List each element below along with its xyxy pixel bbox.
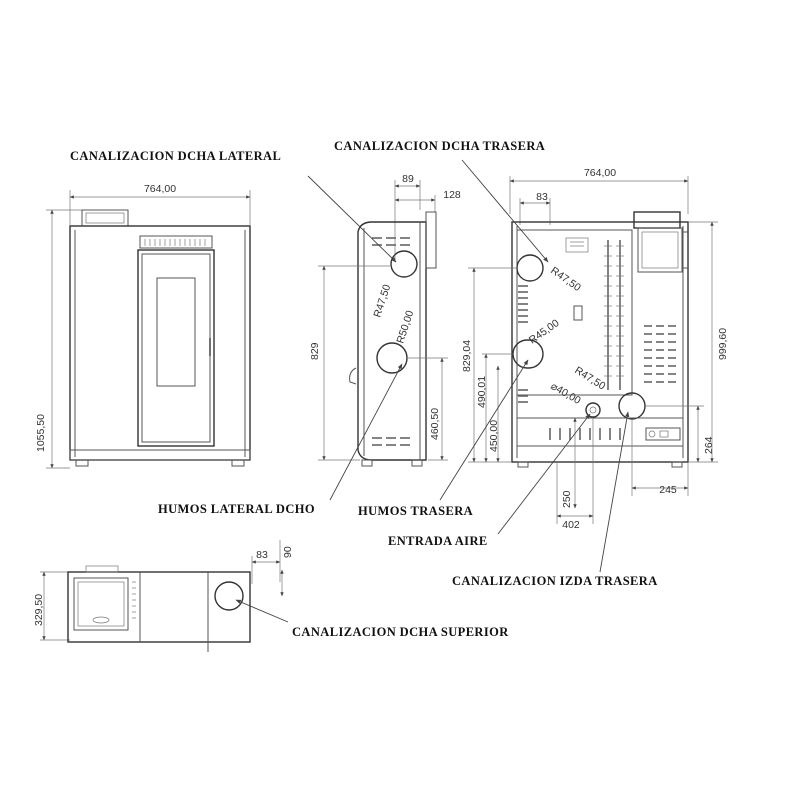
label-canalizacion-dcha-lateral: CANALIZACION DCHA LATERAL xyxy=(70,149,282,163)
side-dim-89: 89 xyxy=(402,173,414,185)
rear-dim-450: 450,00 xyxy=(488,419,500,452)
rear-dim-83: 83 xyxy=(536,191,548,203)
side-dim-128: 128 xyxy=(443,189,461,201)
rear-radius-flue: R45,00 xyxy=(526,317,562,347)
label-entrada-aire: ENTRADA AIRE xyxy=(388,534,488,548)
top-dim-83: 83 xyxy=(256,549,268,561)
top-dim-90: 90 xyxy=(282,546,294,558)
side-height-dim: 829 xyxy=(309,342,321,360)
label-canalizacion-dcha-trasera: CANALIZACION DCHA TRASERA xyxy=(334,139,546,153)
rear-dim-245: 245 xyxy=(659,484,677,496)
front-width-dim: 764,00 xyxy=(143,183,177,195)
label-canalizacion-dcha-superior: CANALIZACION DCHA SUPERIOR xyxy=(292,625,509,639)
top-dim-depth: 329,50 xyxy=(33,593,45,626)
side-flue-height-dim: 460,50 xyxy=(429,407,441,440)
label-canalizacion-izda-trasera: CANALIZACION IZDA TRASERA xyxy=(452,574,658,588)
label-humos-lateral-dcho: HUMOS LATERAL DCHO xyxy=(158,502,315,516)
front-height-dim: 1055,50 xyxy=(35,414,47,452)
rear-dim-250: 250 xyxy=(561,490,573,508)
side-view xyxy=(309,173,461,466)
top-view xyxy=(33,540,294,652)
rear-dim-402: 402 xyxy=(562,519,580,531)
side-radius-upper: R47,50 xyxy=(371,283,394,319)
rear-dim-490: 490,01 xyxy=(476,375,488,408)
front-view xyxy=(35,183,250,468)
rear-dim-829: 829,04 xyxy=(461,339,473,372)
rear-dim-total-height: 999,60 xyxy=(717,327,729,360)
rear-air-diameter: ⌀40,00 xyxy=(548,380,583,407)
rear-dim-264: 264 xyxy=(703,436,715,454)
rear-radius-lower: R47,50 xyxy=(572,364,608,393)
rear-radius-upper: R47,50 xyxy=(548,264,583,294)
side-radius-flue: R50,00 xyxy=(394,309,417,345)
rear-view xyxy=(461,167,729,531)
rear-width-dim: 764,00 xyxy=(583,167,617,179)
label-humos-trasera: HUMOS TRASERA xyxy=(358,504,474,518)
